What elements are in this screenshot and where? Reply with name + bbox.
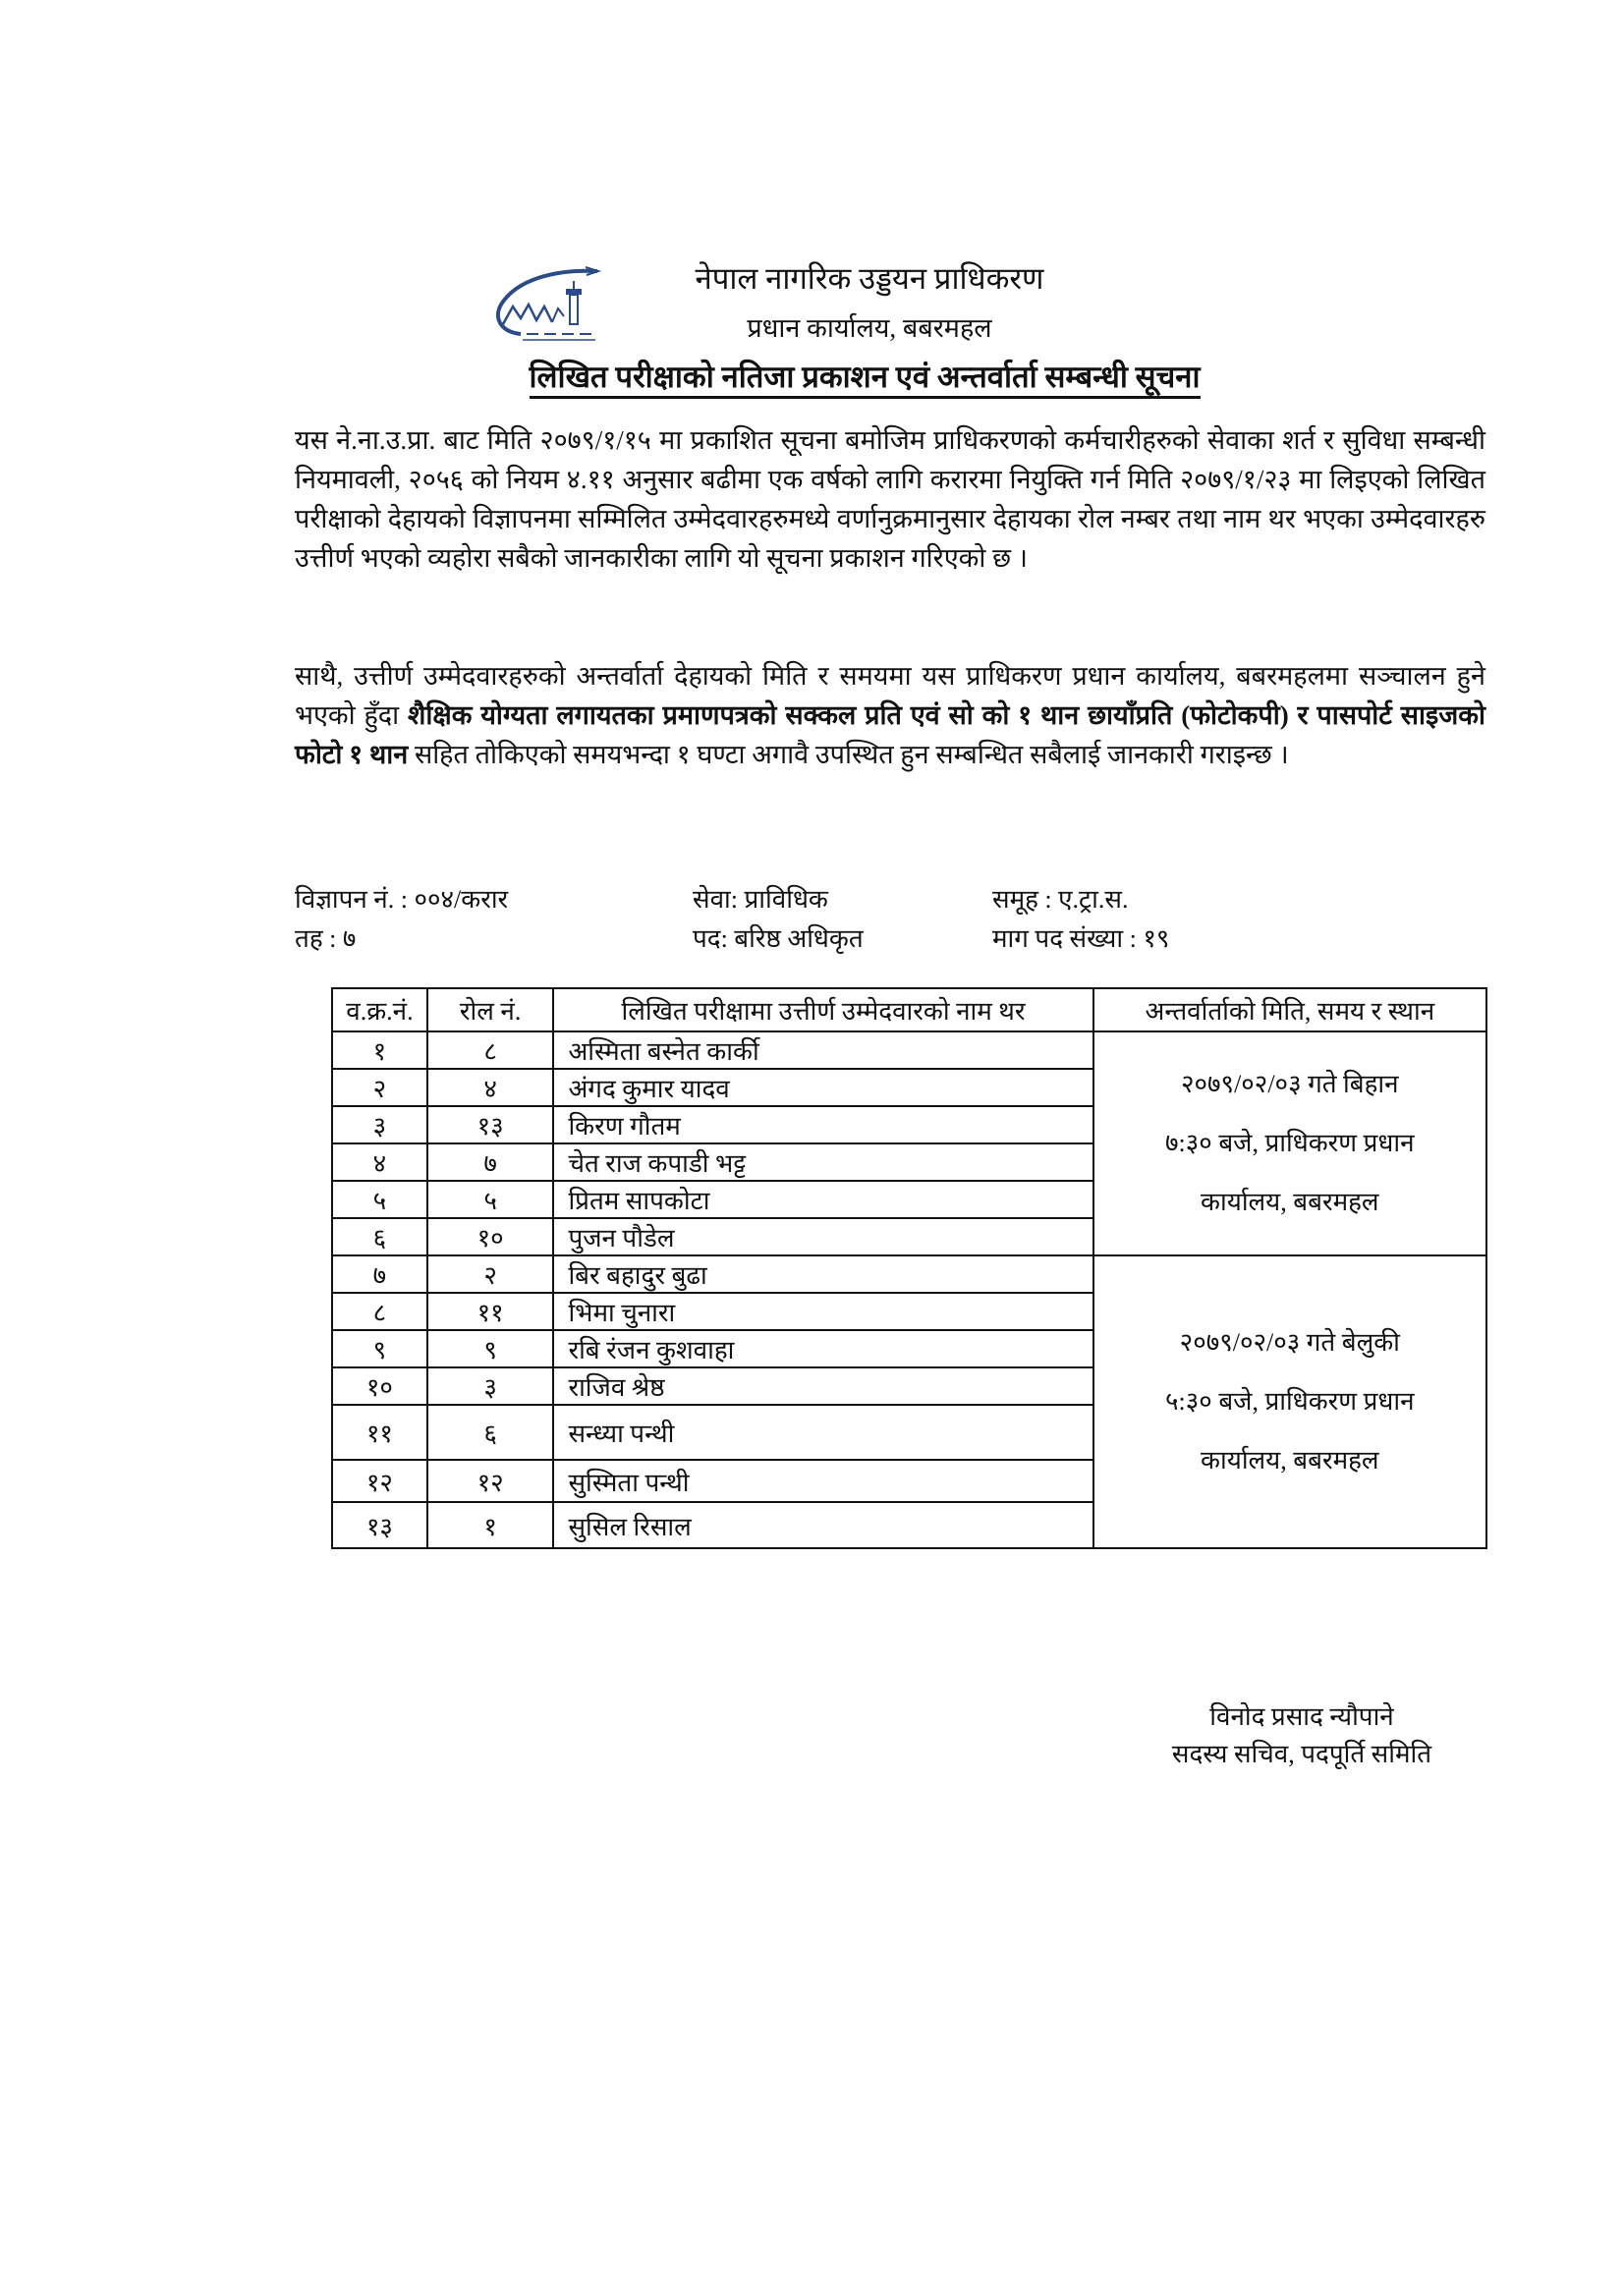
serial-number-cell: ५ — [332, 1181, 427, 1218]
interview-schedule-line: २०७९/०२/०३ गते बेलुकी — [1179, 1328, 1400, 1357]
advert-level: तह : ७ — [295, 924, 357, 953]
signatory-designation: सदस्य सचिव, पदपूर्ति समिति — [1171, 1740, 1432, 1768]
interview-schedule-cell — [1093, 1255, 1486, 1548]
serial-number-cell: ३ — [332, 1106, 427, 1143]
results-table — [331, 987, 1487, 1549]
roll-number-cell: ८ — [427, 1031, 554, 1069]
serial-number-cell: १ — [332, 1031, 427, 1069]
roll-number-cell: ३ — [427, 1367, 554, 1405]
table-row — [332, 1255, 1486, 1293]
notice-title — [432, 356, 1297, 397]
advert-post: पद: बरिष्ठ अधिकृत — [693, 924, 864, 953]
caan-logo — [487, 257, 607, 346]
interview-schedule-line: २०७९/०२/०३ गते बिहान — [1180, 1070, 1399, 1098]
serial-number-cell: ४ — [332, 1143, 427, 1181]
advert-demand-posts: माग पद संख्या : १९ — [992, 924, 1170, 953]
paragraph-1: यस ने.ना.उ.प्रा. बाट मिति २०७९/१/१५ मा प्रकाशित सूचना बमोजिम प्राधिकरणको कर्मचारीहरुको सेवाका शर्त र सुविधा सम्बन्धी नियमावली, २०५६ को नियम ४.११ अनुसार बढीमा एक वर्षको लागि करारमा नियुक्ति गर्न मिति २०७९/१/२३ मा लिइएको लिखित परीक्षाको देहायको विज्ञापनमा सम्मिलित उम्मेदवारहरुमध्ये वर्णानुक्रमानुसार देहायका रोल नम्बर तथा नाम थर भएका उम्मेदवारहरु उत्तीर्ण भएको व्यहोरा सबैको जानकारीका लागि यो सूचना प्रकाशन गरिएको छ । — [295, 425, 1485, 573]
paragraph-2-start: साथै, उत्तीर्ण उम्मेदवारहरुको अन्तर्वार्ता देहायको मिति र समयमा यस प्राधिकरण प्रधान कार्यालय, बबरमहलमा सञ्चालन हुने भएको हुँदा — [295, 661, 1485, 730]
candidate-name-cell: चेत राज कपाडी भट्ट — [553, 1143, 1092, 1181]
roll-number-cell: ९ — [427, 1330, 554, 1367]
serial-number-cell: १० — [332, 1367, 427, 1405]
roll-number-cell: ६ — [427, 1405, 554, 1460]
header-interview-schedule: अन्तर्वार्ताको मिति, समय र स्थान — [1093, 988, 1486, 1031]
organization-name: नेपाल नागरिक उड्डयन प्राधिकरण — [695, 261, 1044, 296]
table-row — [332, 1031, 1486, 1069]
roll-number-cell: १० — [427, 1218, 554, 1255]
interview-schedule-line: ७:३० बजे, प्राधिकरण प्रधान — [1165, 1129, 1415, 1157]
interview-schedule-cell — [1093, 1031, 1486, 1255]
serial-number-cell: ९ — [332, 1330, 427, 1367]
office-name: प्रधान कार्यालय, बबरमहल — [747, 313, 992, 343]
serial-number-cell: ११ — [332, 1405, 427, 1460]
roll-number-cell: १२ — [427, 1460, 554, 1502]
header-roll-number: रोल नं. — [427, 988, 554, 1031]
advert-service: सेवा: प्राविधिक — [693, 885, 828, 914]
header-candidate-name: लिखित परीक्षामा उत्तीर्ण उम्मेदवारको नाम थर — [553, 988, 1092, 1031]
serial-number-cell: ६ — [332, 1218, 427, 1255]
candidate-name-cell: रबि रंजन कुशवाहा — [553, 1330, 1092, 1367]
header-serial-number: व.क्र.नं. — [332, 988, 427, 1031]
advert-number: विज्ञापन नं. : ००४/करार — [295, 885, 509, 914]
roll-number-cell: ७ — [427, 1143, 554, 1181]
candidate-name-cell: बिर बहादुर बुढा — [553, 1255, 1092, 1293]
serial-number-cell: १३ — [332, 1502, 427, 1548]
table-header-row — [332, 988, 1486, 1031]
serial-number-cell: १२ — [332, 1460, 427, 1502]
candidate-name-cell: सुसिल रिसाल — [553, 1502, 1092, 1548]
advert-group: समूह : ए.ट्रा.स. — [992, 885, 1129, 914]
candidate-name-cell: सुस्मिता पन्थी — [553, 1460, 1092, 1502]
signatory-name: विनोद प्रसाद न्यौपाने — [1209, 1702, 1394, 1731]
roll-number-cell: ११ — [427, 1293, 554, 1330]
serial-number-cell: २ — [332, 1069, 427, 1106]
candidate-name-cell: पुजन पौडेल — [553, 1218, 1092, 1255]
candidate-name-cell: अंगद कुमार यादव — [553, 1069, 1092, 1106]
candidate-name-cell: किरण गौतम — [553, 1106, 1092, 1143]
roll-number-cell: १३ — [427, 1106, 554, 1143]
roll-number-cell: ४ — [427, 1069, 554, 1106]
serial-number-cell: ७ — [332, 1255, 427, 1293]
interview-schedule-line: कार्यालय, बबरमहल — [1201, 1446, 1379, 1475]
candidate-name-cell: सन्ध्या पन्थी — [553, 1405, 1092, 1460]
interview-schedule-line: ५:३० बजे, प्राधिकरण प्रधान — [1165, 1387, 1415, 1416]
roll-number-cell: ५ — [427, 1181, 554, 1218]
caan-logo-icon — [487, 257, 607, 346]
serial-number-cell: ८ — [332, 1293, 427, 1330]
roll-number-cell: २ — [427, 1255, 554, 1293]
paragraph-2-bold: शैक्षिक योग्यता लगायतका प्रमाणपत्रको सक्कल प्रति एवं सो को १ थान छायाँप्रति (फोटोकपी) र पासपोर्ट साइजको फोटो १ थान — [295, 700, 1486, 769]
interview-schedule-line: कार्यालय, बबरमहल — [1201, 1188, 1379, 1216]
roll-number-cell: १ — [427, 1502, 554, 1548]
candidate-name-cell: भिमा चुनारा — [553, 1293, 1092, 1330]
paragraph-2-end: सहित तोकिएको समयभन्दा १ घण्टा अगावै उपस्थित हुन सम्बन्धित सबैलाई जानकारी गराइन्छ । — [408, 740, 1289, 769]
paragraph-2 — [295, 656, 1485, 774]
candidate-name-cell: अस्मिता बस्नेत कार्की — [553, 1031, 1092, 1069]
candidate-name-cell: राजिव श्रेष्ठ — [553, 1367, 1092, 1405]
candidate-name-cell: प्रितम सापकोटा — [553, 1181, 1092, 1218]
notice-title-text: लिखित परीक्षाको नतिजा प्रकाशन एवं अन्तर्वार्ता सम्बन्धी सूचना — [530, 360, 1201, 399]
